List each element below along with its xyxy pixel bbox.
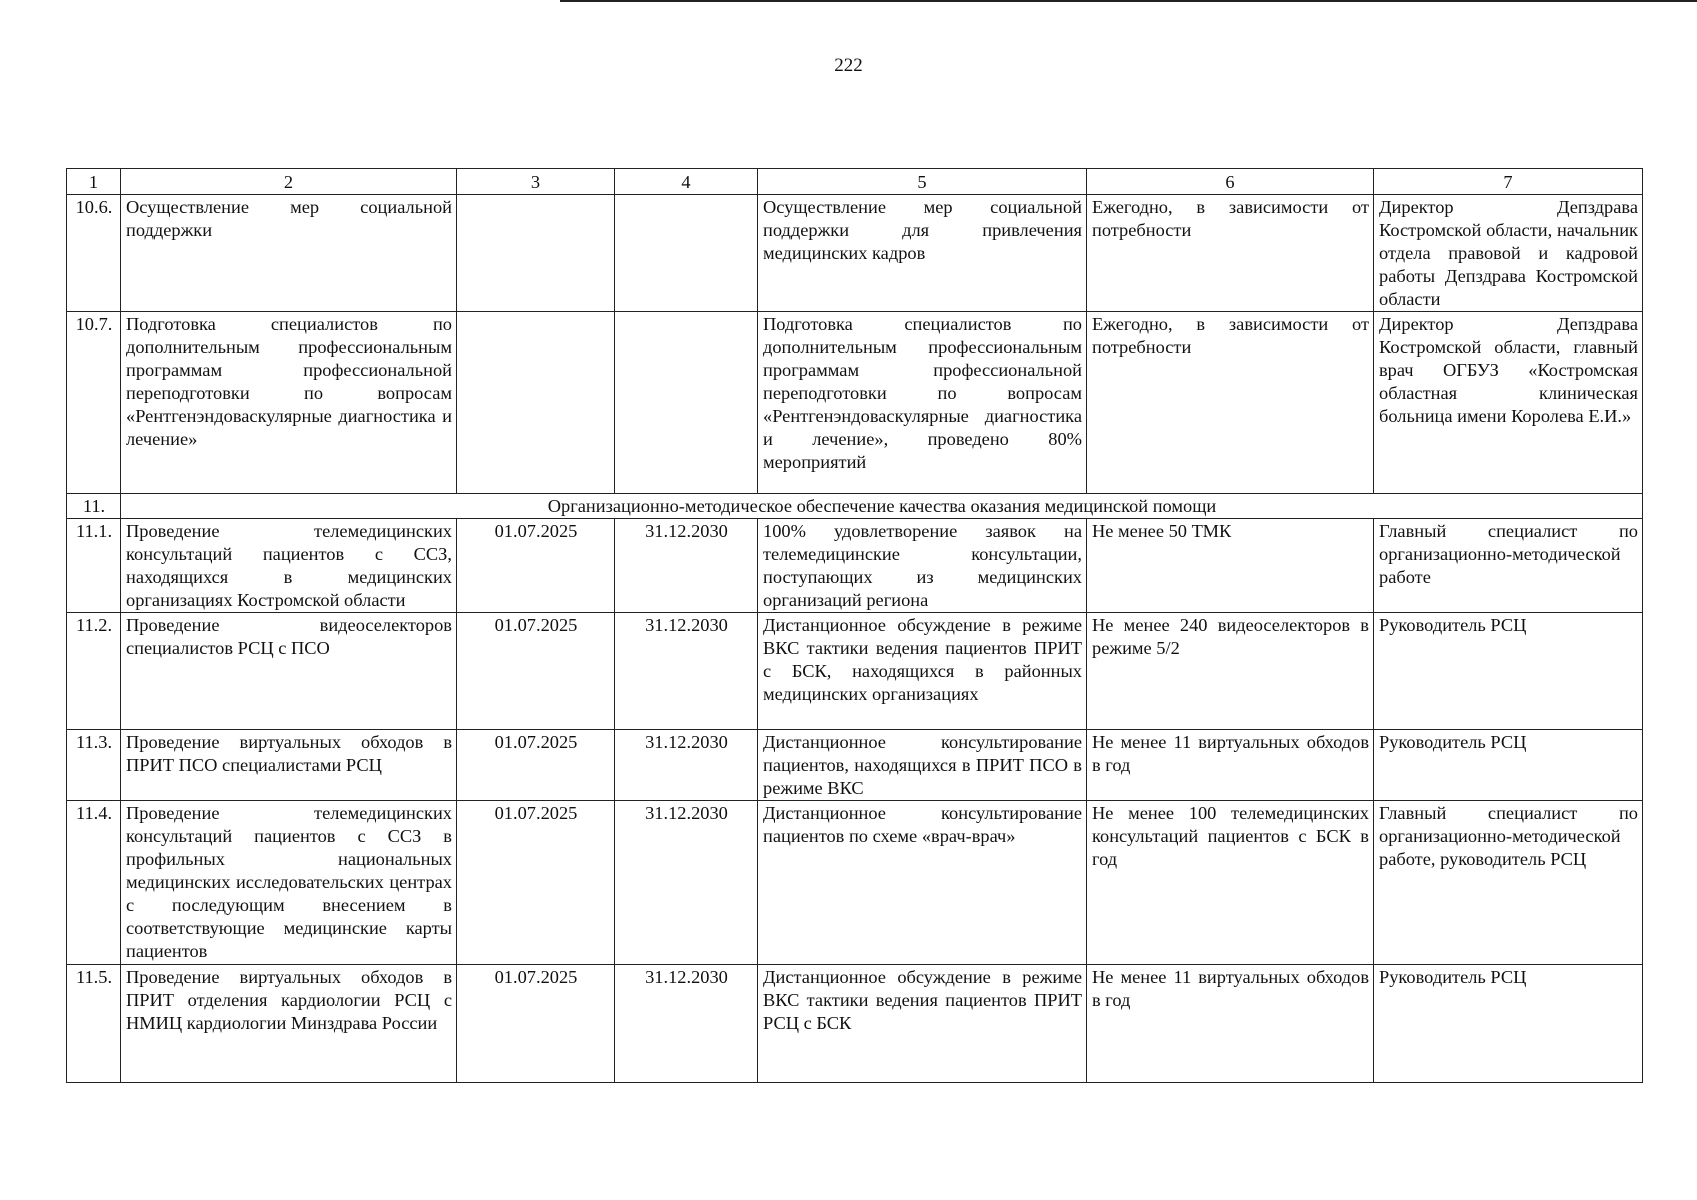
result-cell: Осуществление мер социальной поддержки для привлечения медицинских кадров: [758, 195, 1087, 312]
page-number: 222: [834, 55, 863, 76]
scan-top-edge: [560, 0, 1697, 2]
start-date-cell: 01.07.2025: [457, 965, 615, 1083]
measure-cell: Проведение телемедицинских консультаций пациентов с ССЗ, находящихся в медицинских организациях Костромской области: [121, 519, 457, 613]
row-number: 10.6.: [67, 195, 121, 312]
responsible-cell: Руководитель РСЦ: [1374, 965, 1643, 1083]
measure-cell: Проведение телемедицинских консультаций пациентов с ССЗ в профильных национальных медицинских исследовательских центрах с последующим внесением в соответствующие медицинские карты пациентов: [121, 801, 457, 965]
end-date-cell: [615, 195, 758, 312]
responsible-cell: Руководитель РСЦ: [1374, 613, 1643, 730]
responsible-cell: Главный специалист по организационно-методической работе: [1374, 519, 1643, 613]
row-number: 10.7.: [67, 312, 121, 494]
measure-cell: Осуществление мер социальной поддержки: [121, 195, 457, 312]
table-row: [67, 965, 1643, 1083]
start-date-cell: [457, 195, 615, 312]
column-header: 6: [1087, 169, 1374, 195]
responsible-cell: Руководитель РСЦ: [1374, 730, 1643, 801]
measure-cell: Проведение виртуальных обходов в ПРИТ ПСО специалистами РСЦ: [121, 730, 457, 801]
column-header: 2: [121, 169, 457, 195]
measures-table: [66, 168, 1643, 1083]
responsible-cell: Главный специалист по организационно-методической работе, руководитель РСЦ: [1374, 801, 1643, 965]
result-cell: 100% удовлетворение заявок на телемедицинские консультации, поступающих из медицинских организаций региона: [758, 519, 1087, 613]
column-header: 4: [615, 169, 758, 195]
column-header: 1: [67, 169, 121, 195]
end-date-cell: 31.12.2030: [615, 965, 758, 1083]
indicator-cell: Не менее 11 виртуальных обходов в год: [1087, 730, 1374, 801]
end-date-cell: 31.12.2030: [615, 801, 758, 965]
measure-cell: Подготовка специалистов по дополнительным профессиональным программам профессиональной переподготовки по вопросам «Рентгенэндоваскулярные диагностика и лечение»: [121, 312, 457, 494]
row-number: 11.1.: [67, 519, 121, 613]
table-row: [67, 312, 1643, 494]
end-date-cell: 31.12.2030: [615, 519, 758, 613]
start-date-cell: 01.07.2025: [457, 730, 615, 801]
indicator-cell: Не менее 50 ТМК: [1087, 519, 1374, 613]
result-cell: Дистанционное консультирование пациентов по схеме «врач-врач»: [758, 801, 1087, 965]
start-date-cell: [457, 312, 615, 494]
start-date-cell: 01.07.2025: [457, 801, 615, 965]
row-number: 11.3.: [67, 730, 121, 801]
table-row: [67, 801, 1643, 965]
row-number: 11.4.: [67, 801, 121, 965]
start-date-cell: 01.07.2025: [457, 613, 615, 730]
row-number: 11.2.: [67, 613, 121, 730]
section-title: Организационно-методическое обеспечение качества оказания медицинской помощи: [121, 494, 1643, 519]
end-date-cell: [615, 312, 758, 494]
table-row: [67, 195, 1643, 312]
row-number: 11.5.: [67, 965, 121, 1083]
responsible-cell: Директор Депздрава Костромской области, главный врач ОГБУЗ «Костромская областная клиническая больница имени Королева Е.И.»: [1374, 312, 1643, 494]
result-cell: Дистанционное консультирование пациентов, находящихся в ПРИТ ПСО в режиме ВКС: [758, 730, 1087, 801]
column-number-row: [67, 169, 1643, 195]
column-header: 5: [758, 169, 1087, 195]
indicator-cell: Не менее 240 видеоселекторов в режиме 5/2: [1087, 613, 1374, 730]
indicator-cell: Не менее 100 телемедицинских консультаций пациентов с БСК в год: [1087, 801, 1374, 965]
start-date-cell: 01.07.2025: [457, 519, 615, 613]
section-number: 11.: [67, 494, 121, 519]
column-header: 7: [1374, 169, 1643, 195]
result-cell: Дистанционное обсуждение в режиме ВКС тактики ведения пациентов ПРИТ с БСК, находящихся в районных медицинских организациях: [758, 613, 1087, 730]
measure-cell: Проведение виртуальных обходов в ПРИТ отделения кардиологии РСЦ с НМИЦ кардиологии Минздрава России: [121, 965, 457, 1083]
indicator-cell: Ежегодно, в зависимости от потребности: [1087, 195, 1374, 312]
result-cell: Подготовка специалистов по дополнительным профессиональным программам профессиональной переподготовки по вопросам «Рентгенэндоваскулярные диагностика и лечение», проведено 80% мероприятий: [758, 312, 1087, 494]
table-row: [67, 613, 1643, 730]
end-date-cell: 31.12.2030: [615, 613, 758, 730]
indicator-cell: Ежегодно, в зависимости от потребности: [1087, 312, 1374, 494]
responsible-cell: Директор Депздрава Костромской области, начальник отдела правовой и кадровой работы Депздрава Костромской области: [1374, 195, 1643, 312]
result-cell: Дистанционное обсуждение в режиме ВКС тактики ведения пациентов ПРИТ РСЦ с БСК: [758, 965, 1087, 1083]
column-header: 3: [457, 169, 615, 195]
section-row: [67, 494, 1643, 519]
measure-cell: Проведение видеоселекторов специалистов РСЦ с ПСО: [121, 613, 457, 730]
table-row: [67, 519, 1643, 613]
indicator-cell: Не менее 11 виртуальных обходов в год: [1087, 965, 1374, 1083]
table-row: [67, 730, 1643, 801]
end-date-cell: 31.12.2030: [615, 730, 758, 801]
